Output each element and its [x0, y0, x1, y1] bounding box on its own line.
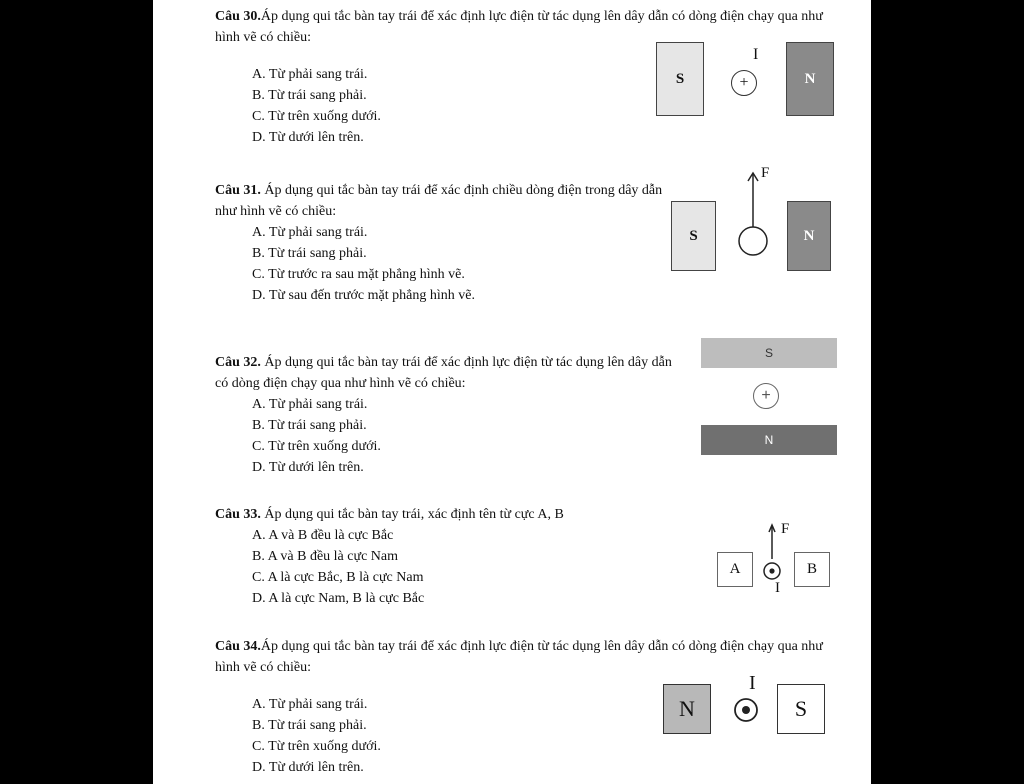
option-b[interactable]: B. Từ trái sang phải.	[252, 246, 367, 261]
option-d[interactable]: D. Từ dưới lên trên.	[252, 760, 364, 775]
question-stem: Câu 32. Áp dụng qui tắc bàn tay trái để xác định lực điện từ tác dụng lên dây dẫn có dòng điện chạy qua như hình vẽ có chiều:	[215, 355, 672, 391]
option-a[interactable]: A. Từ phải sang trái.	[252, 225, 368, 240]
option-a[interactable]: A. Từ phải sang trái.	[252, 397, 368, 412]
figure-34	[661, 672, 831, 738]
current-label: I	[775, 580, 780, 596]
magnet-north: N	[787, 201, 831, 271]
magnet-north: N	[701, 425, 837, 455]
document-page	[153, 0, 871, 784]
option-d[interactable]: D. A là cực Nam, B là cực Bắc	[252, 591, 425, 606]
option-d[interactable]: D. Từ dưới lên trên.	[252, 460, 364, 475]
force-arrow-icon	[736, 165, 776, 265]
question-31	[215, 180, 675, 306]
figure-30	[656, 40, 836, 120]
wire-out-of-page-icon	[732, 696, 760, 724]
force-label: F	[781, 521, 790, 537]
magnet-south: S	[656, 42, 704, 116]
question-33	[215, 504, 675, 609]
figure-32	[701, 336, 841, 461]
option-b[interactable]: B. Từ trái sang phải.	[252, 418, 367, 433]
option-c[interactable]: C. Từ trên xuống dưới.	[252, 439, 381, 454]
question-stem: Câu 30.Áp dụng qui tắc bàn tay trái để xác định lực điện từ tác dụng lên dây dẫn có dòng điện chạy qua như hình vẽ có chiều:	[215, 9, 823, 45]
option-d[interactable]: D. Từ sau đến trước mặt phẳng hình vẽ.	[252, 288, 475, 303]
magnet-south: S	[701, 338, 837, 368]
option-d[interactable]: D. Từ dưới lên trên.	[252, 130, 364, 145]
magnet-south: S	[671, 201, 716, 271]
option-b[interactable]: B. A và B đều là cực Nam	[252, 549, 399, 564]
option-a[interactable]: A. A và B đều là cực Bắc	[252, 528, 394, 543]
option-a[interactable]: A. Từ phải sang trái.	[252, 67, 368, 82]
option-c[interactable]: C. A là cực Bắc, B là cực Nam	[252, 570, 424, 585]
pole-a: A	[717, 552, 753, 587]
question-stem: Câu 34.Áp dụng qui tắc bàn tay trái để xác định lực điện từ tác dụng lên dây dẫn có dòng điện chạy qua như hình vẽ có chiều:	[215, 639, 823, 675]
question-32	[215, 352, 685, 478]
option-b[interactable]: B. Từ trái sang phải.	[252, 88, 367, 103]
magnet-north: N	[663, 684, 711, 734]
magnet-south: S	[777, 684, 825, 734]
option-c[interactable]: C. Từ trên xuống dưới.	[252, 739, 381, 754]
option-c[interactable]: C. Từ trên xuống dưới.	[252, 109, 381, 124]
current-label: I	[753, 46, 759, 63]
wire-into-page-icon: +	[731, 70, 757, 96]
pole-b: B	[794, 552, 830, 587]
option-c[interactable]: C. Từ trước ra sau mặt phẳng hình vẽ.	[252, 267, 465, 282]
question-stem: Câu 31. Áp dụng qui tắc bàn tay trái để xác định chiều dòng điện trong dây dẫn như hình vẽ có chiều:	[215, 183, 663, 219]
figure-31	[671, 165, 836, 275]
force-label: F	[761, 165, 770, 181]
magnet-north: N	[786, 42, 834, 116]
current-label: I	[749, 672, 756, 694]
option-b[interactable]: B. Từ trái sang phải.	[252, 718, 367, 733]
figure-33	[713, 518, 838, 608]
wire-into-page-icon: +	[753, 383, 779, 409]
question-stem: Câu 33. Áp dụng qui tắc bàn tay trái, xác định tên từ cực A, B	[215, 507, 564, 522]
option-a[interactable]: A. Từ phải sang trái.	[252, 697, 368, 712]
